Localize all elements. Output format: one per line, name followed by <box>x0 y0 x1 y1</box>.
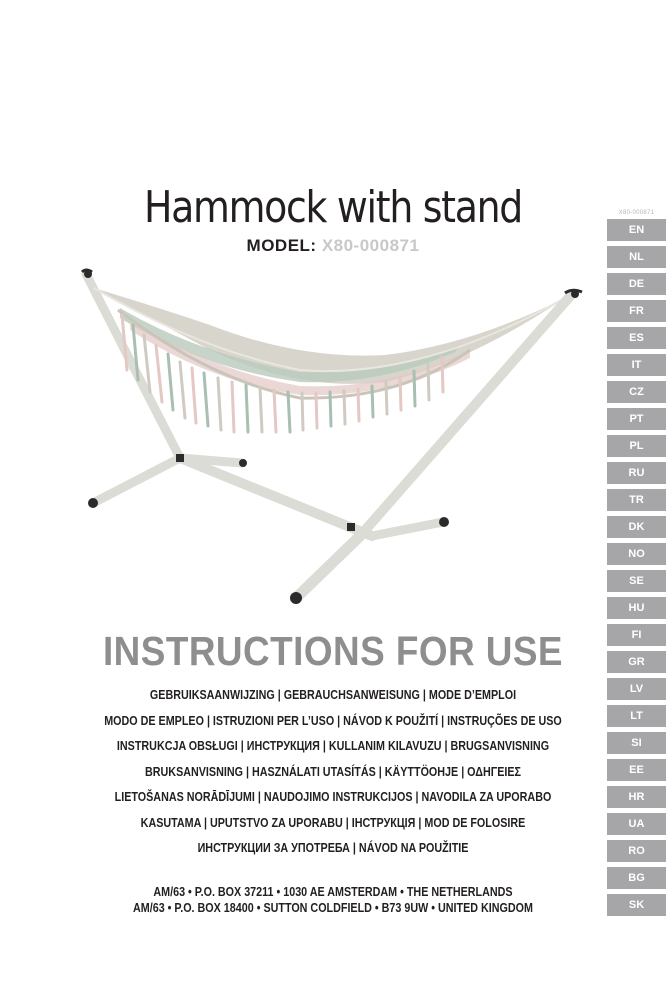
model-label: MODEL: <box>246 236 317 255</box>
hammock-with-stand-image <box>70 266 600 616</box>
language-tab-lt[interactable]: LT <box>607 705 666 727</box>
language-tab-en[interactable]: EN <box>607 219 666 241</box>
language-tab-sk[interactable]: SK <box>607 894 666 916</box>
language-tab-it[interactable]: IT <box>607 354 666 376</box>
tabs-small-label: X80-000871 <box>618 210 655 216</box>
address-line-nl: AM/63 • P.O. BOX 37211 • 1030 AE AMSTERDAM • THE NETHERLANDS <box>153 885 513 899</box>
instructions-line: LIETOŠANAS NORĀDĪJUMI | NAUDOJIMO INSTRUKCIJOS | NAVODILA ZA UPORABO <box>114 790 552 804</box>
language-tab-nl[interactable]: NL <box>607 246 666 268</box>
language-tab-gr[interactable]: GR <box>607 651 666 673</box>
address-line-uk: AM/63 • P.O. BOX 18400 • SUTTON COLDFIELD • B73 9UW • UNITED KINGDOM <box>133 901 533 915</box>
language-tabs <box>607 207 666 921</box>
instructions-line: ИНСТРУКЦИИ ЗА УПОТРЕБА | NÁVOD NA POUŽITIE <box>197 841 469 855</box>
model-number: X80-000871 <box>321 236 420 255</box>
language-tab-ro[interactable]: RO <box>607 840 666 862</box>
language-tab-lv[interactable]: LV <box>607 678 666 700</box>
language-tab-cz[interactable]: CZ <box>607 381 666 403</box>
instructions-line: KASUTAMA | UPUTSTVO ZA UPORABU | ІНСТРУКЦІЯ | MOD DE FOLOSIRE <box>140 815 526 830</box>
language-tab-se[interactable]: SE <box>607 570 666 592</box>
language-tab-ua[interactable]: UA <box>607 813 666 835</box>
instructions-line: INSTRUKCJA OBSŁUGI | ИНСТРУКЦИЯ | KULLANIM KILAVUZU | BRUGSANVISNING <box>116 739 550 753</box>
product-title: Hammock with stand <box>143 182 523 233</box>
instructions-line: GEBRUIKSAANWIJZING | GEBRAUCHSANWEISUNG | MODE D’EMPLOI <box>149 688 517 702</box>
language-tab-de[interactable]: DE <box>607 273 666 295</box>
language-tab-bg[interactable]: BG <box>607 867 666 889</box>
language-tab-pl[interactable]: PL <box>607 435 666 457</box>
language-tab-no[interactable]: NO <box>607 543 666 565</box>
language-tab-pt[interactable]: PT <box>607 408 666 430</box>
instructions-title: INSTRUCTIONS FOR USE <box>102 628 564 674</box>
language-tab-si[interactable]: SI <box>607 732 666 754</box>
language-tab-es[interactable]: ES <box>607 327 666 349</box>
company-address <box>0 884 666 916</box>
language-tab-dk[interactable]: DK <box>607 516 666 538</box>
language-tab-ee[interactable]: EE <box>607 759 666 781</box>
instructions-line: BRUKSANVISNING | HASZNÁLATI UTASÍTÁS | KÄYTTÖOHJE | ΟΔΗΓΕΙΕΣ <box>145 764 521 779</box>
language-tab-fr[interactable]: FR <box>607 300 666 322</box>
instructions-line: MODO DE EMPLEO | ISTRUZIONI PER L’USO | NÁVOD K POUŽITÍ | INSTRUÇÕES DE USO <box>104 713 562 728</box>
instructions-languages <box>0 683 666 862</box>
language-tab-fi[interactable]: FI <box>607 624 666 646</box>
language-tab-tr[interactable]: TR <box>607 489 666 511</box>
model-line <box>0 236 666 256</box>
language-tab-hu[interactable]: HU <box>607 597 666 619</box>
language-tab-ru[interactable]: RU <box>607 462 666 484</box>
language-tab-hr[interactable]: HR <box>607 786 666 808</box>
